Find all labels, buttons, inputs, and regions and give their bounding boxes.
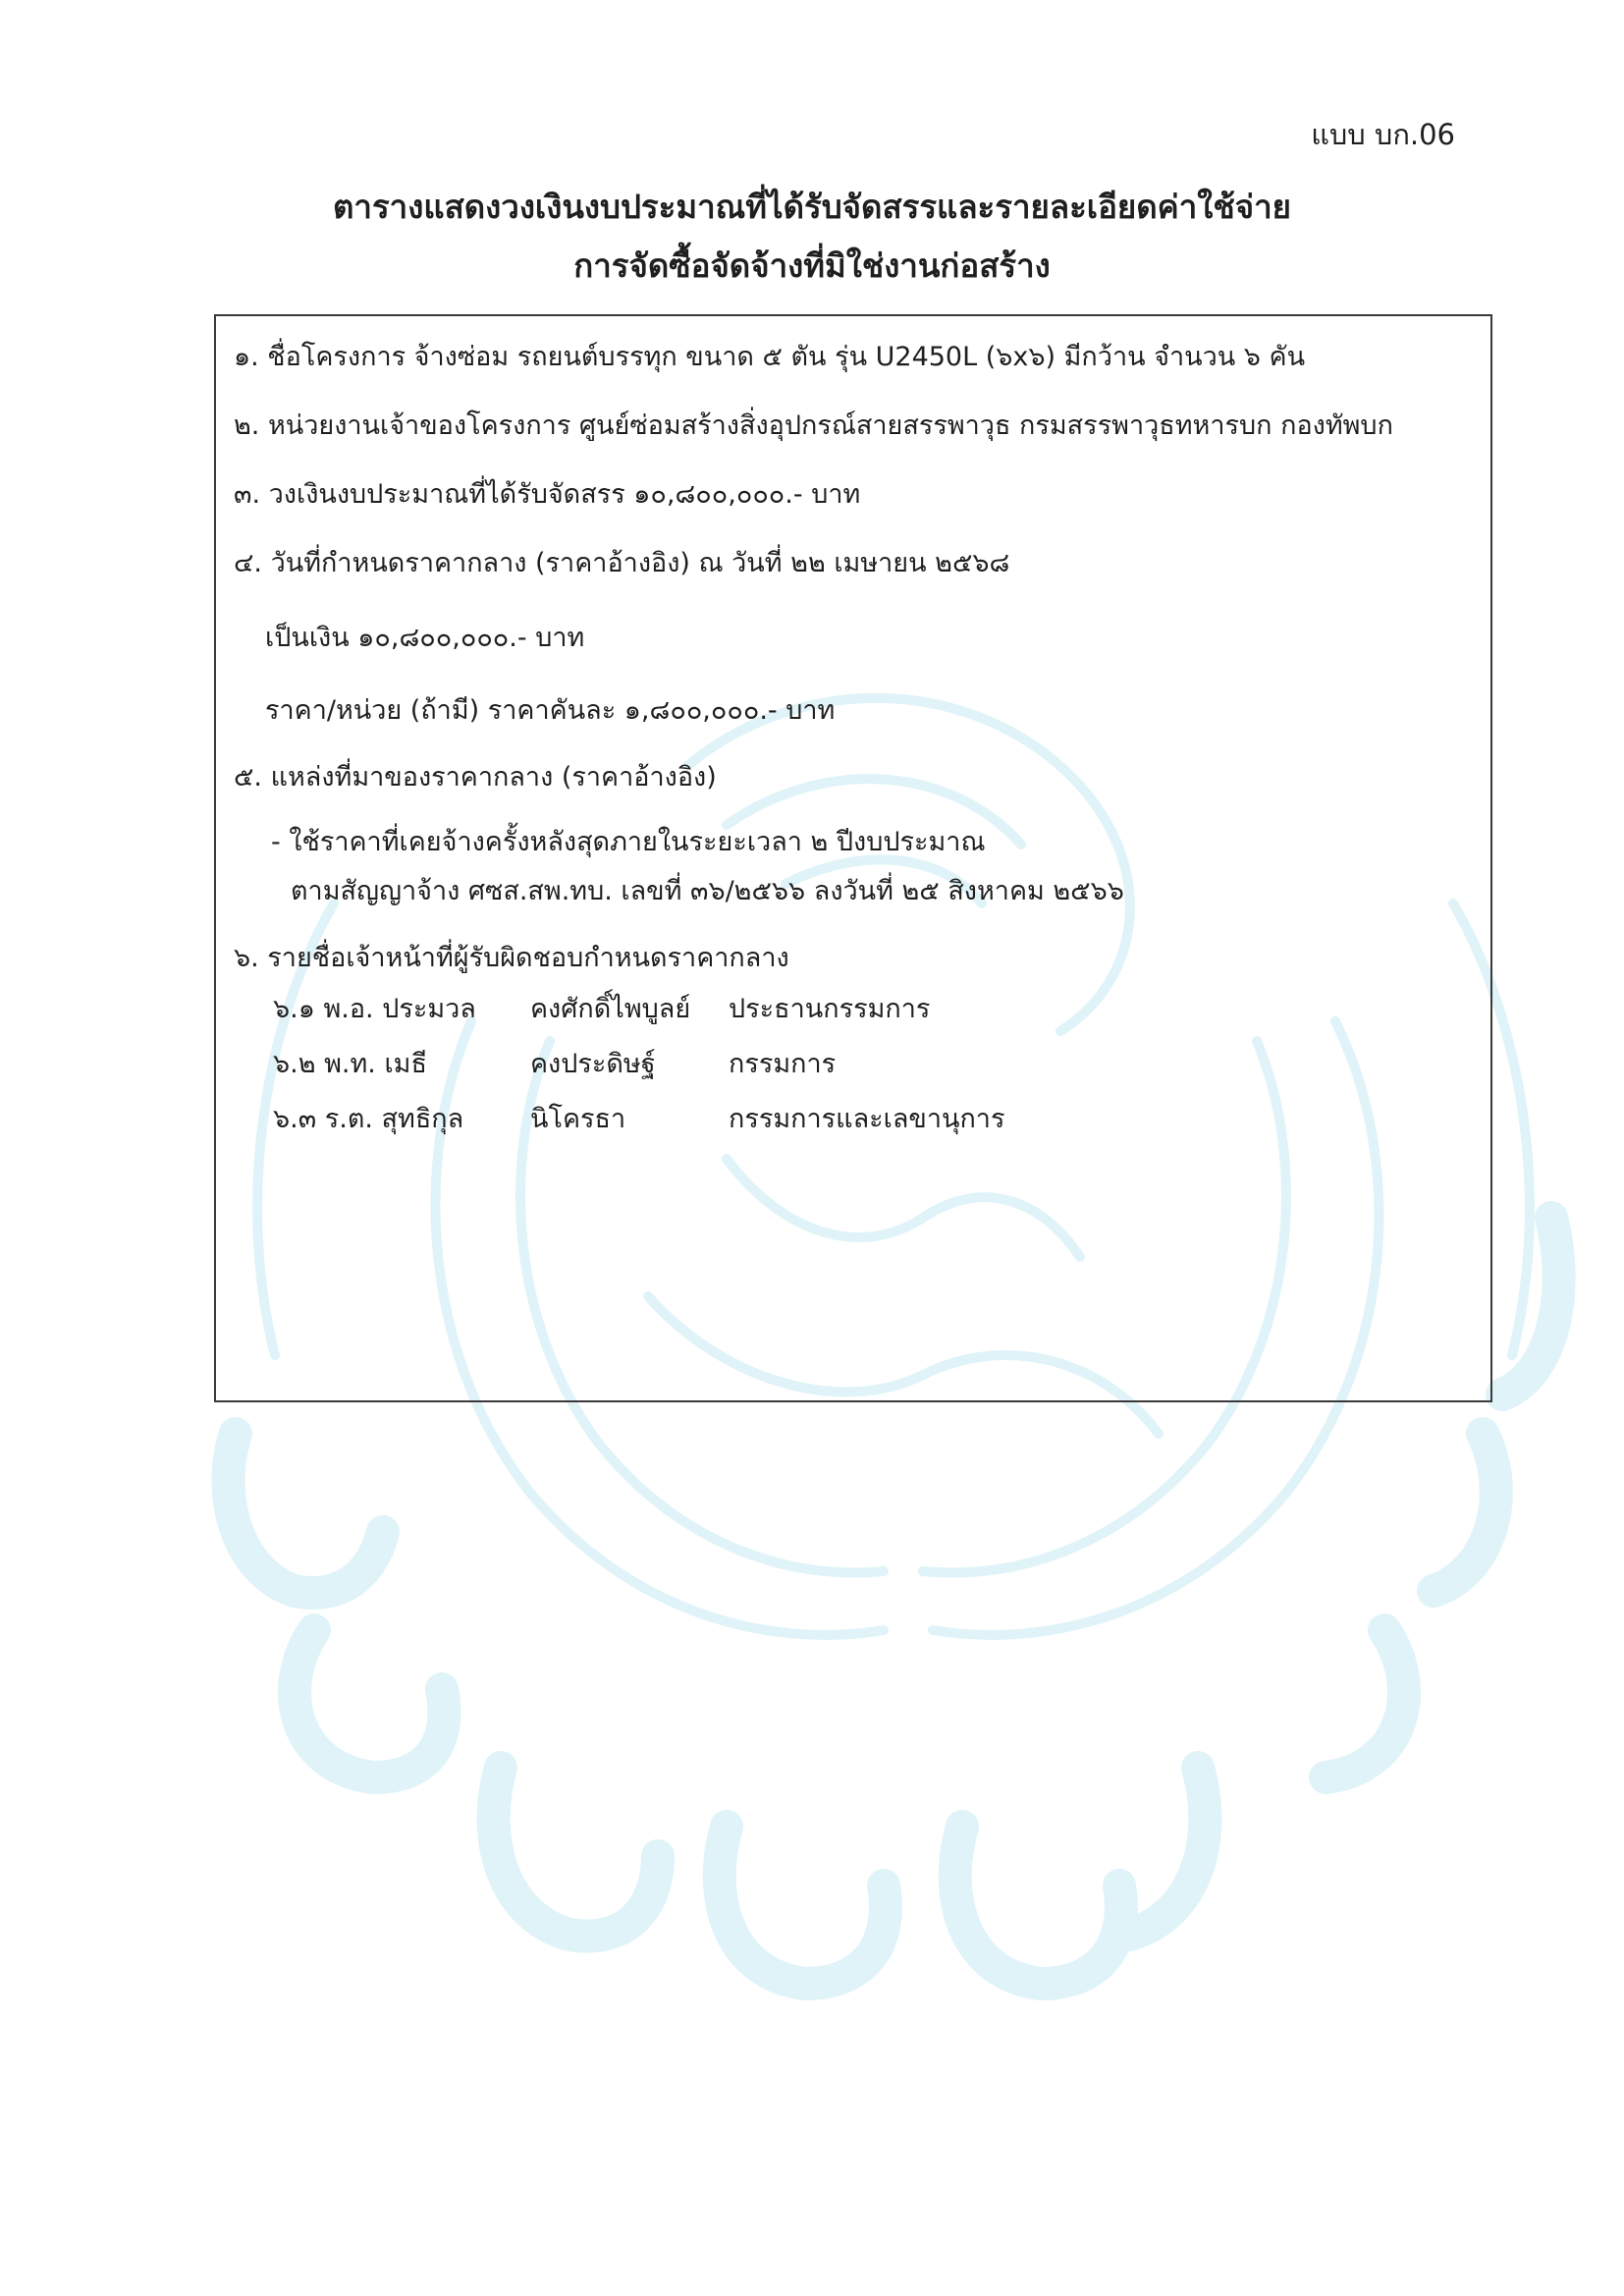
official-surname: คงศักดิ์ไพบูลย์	[530, 994, 691, 1024]
item-reference-date: ๔. วันที่กำหนดราคากลาง (ราคาอ้างอิง) ณ วันที่ ๒๒ เมษายน ๒๕๖๘	[234, 548, 1010, 578]
page-subtitle: การจัดซื้อจัดจ้างที่มิใช่งานก่อสร้าง	[573, 246, 1051, 285]
official-role: ประธานกรรมการ	[729, 994, 931, 1024]
item-budget: ๓. วงเงินงบประมาณที่ได้รับจัดสรร ๑๐,๘๐๐,๐๐๐.- บาท	[234, 479, 861, 510]
item-project-name: ๑. ชื่อโครงการ จ้างซ่อม รถยนต์บรรทุก ขนาด ๕ ตัน รุ่น U2450L (๖x๖) มีกว้าน จำนวน ๖ คัน	[234, 342, 1306, 372]
item-owner-unit: ๒. หน่วยงานเจ้าของโครงการ ศูนย์ซ่อมสร้างสิ่งอุปกรณ์สายสรรพาวุธ กรมสรรพาวุธทหารบก กองทัพบก	[234, 410, 1393, 441]
official-role: กรรมการและเลขานุการ	[729, 1104, 1005, 1134]
item-officials-heading: ๖. รายชื่อเจ้าหน้าที่ผู้รับผิดชอบกำหนดราคากลาง	[234, 943, 789, 973]
official-role: กรรมการ	[729, 1049, 837, 1079]
official-surname: คงประดิษฐ์	[530, 1049, 656, 1079]
official-surname: นิโครธา	[530, 1104, 626, 1134]
item-price-source-detail-1: - ใช้ราคาที่เคยจ้างครั้งหลังสุดภายในระยะเวลา ๒ ปีงบประมาณ	[271, 827, 986, 857]
item-price-source: ๕. แหล่งที่มาของราคากลาง (ราคาอ้างอิง)	[234, 762, 717, 793]
item-price-source-detail-2: ตามสัญญาจ้าง ศซส.สพ.ทบ. เลขที่ ๓๖/๒๕๖๖ ลงวันที่ ๒๕ สิงหาคม ๒๕๖๖	[291, 876, 1124, 906]
item-unit-price: ราคา/หน่วย (ถ้ามี) ราคาคันละ ๑,๘๐๐,๐๐๐.- บาท	[265, 695, 836, 726]
page-title: ตารางแสดงวงเงินงบประมาณที่ได้รับจัดสรรและรายละเอียดค่าใช้จ่าย	[333, 188, 1291, 226]
official-name: ๖.๒ พ.ท. เมธี	[273, 1049, 427, 1079]
official-name: ๖.๓ ร.ต. สุทธิกุล	[273, 1104, 464, 1134]
item-total-amount: เป็นเงิน ๑๐,๘๐๐,๐๐๐.- บาท	[265, 623, 585, 653]
official-name: ๖.๑ พ.อ. ประมวล	[273, 994, 476, 1024]
form-code: แบบ บก.06	[1311, 118, 1455, 151]
